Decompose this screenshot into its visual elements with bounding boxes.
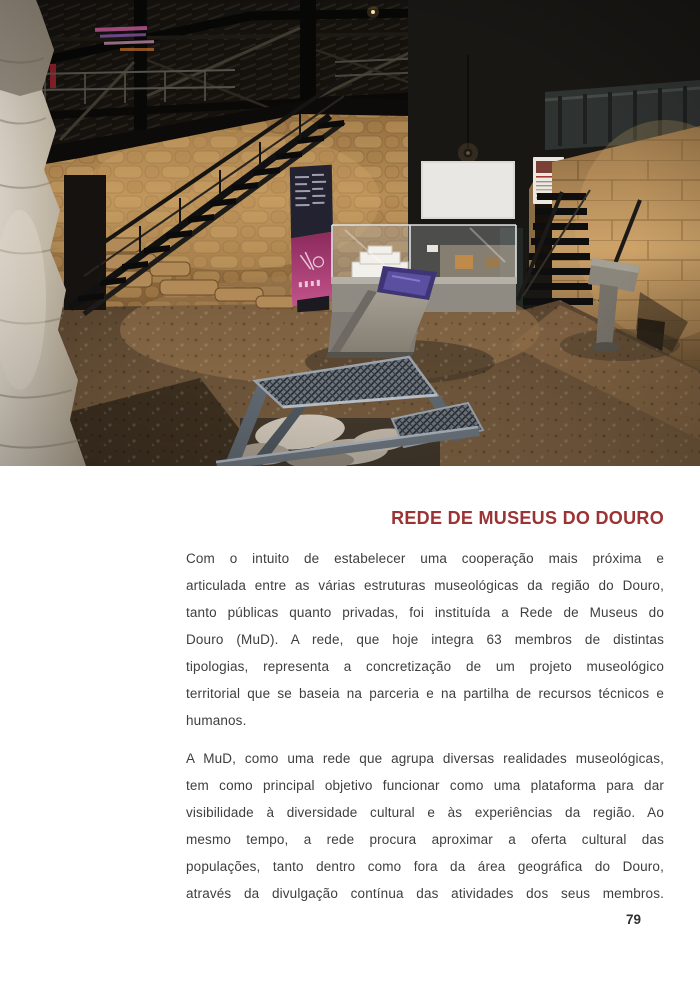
text-line: articulada entre as várias estruturas museológicas da região do Douro, bbox=[186, 578, 664, 593]
text-line: mesmo tempo, a rede procura aproximar a oferta cultural das bbox=[186, 832, 664, 847]
text-line: através da divulgação contínua das atividades dos seus membros. bbox=[186, 886, 664, 901]
text-line: tanto públicas quanto privadas, foi instituída a Rede de Museus do bbox=[186, 605, 664, 620]
text-line: tem como principal objetivo funcionar como uma plataforma para dar bbox=[186, 778, 664, 793]
paragraph-2 bbox=[186, 745, 664, 907]
paragraph-1 bbox=[186, 545, 664, 734]
text-line: humanos. bbox=[186, 713, 247, 728]
text-line: A MuD, como uma rede que agrupa diversas realidades museológicas, bbox=[186, 751, 664, 766]
text-line: populações, tanto dentro como fora da área geográfica do Douro, bbox=[186, 859, 664, 874]
museum-photo bbox=[0, 0, 700, 466]
text-line: visibilidade à diversidade cultural e às experiências da região. Ao bbox=[186, 805, 664, 820]
page-number: 79 bbox=[625, 912, 641, 927]
photo-vignette bbox=[0, 0, 700, 466]
text-line: Douro (MuD). A rede, que hoje integra 63 membros de distintas bbox=[186, 632, 664, 647]
section-heading: REDE DE MUSEUS DO DOURO bbox=[391, 508, 664, 528]
text-line: tipologias, representa a concretização de um projeto museológico bbox=[186, 659, 664, 674]
text-line: Com o intuito de estabelecer uma cooperação mais próxima e bbox=[186, 551, 664, 566]
text-line: territorial que se baseia na parceria e na partilha de recursos técnicos e bbox=[186, 686, 664, 701]
